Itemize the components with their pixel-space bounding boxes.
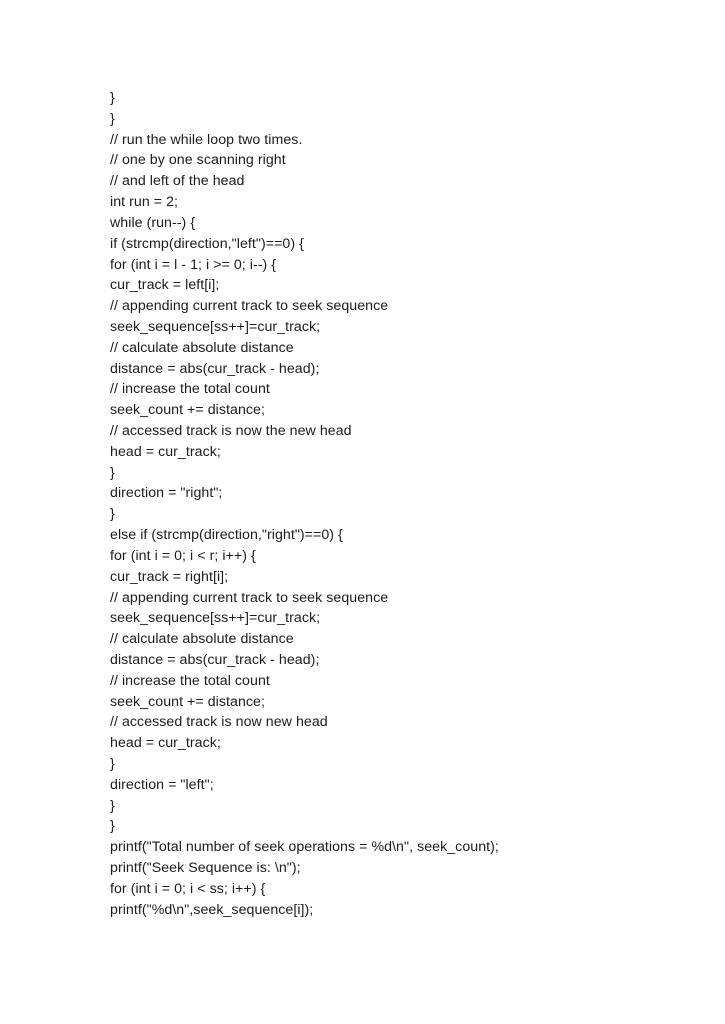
code-line: // accessed track is now new head [110, 714, 328, 731]
code-line: cur_track = right[i]; [110, 568, 229, 585]
code-line: } [110, 797, 115, 814]
code-line: // calculate absolute distance [110, 339, 294, 356]
code-line: for (int i = l - 1; i >= 0; i--) { [110, 256, 277, 273]
code-line: printf("Seek Sequence is: \n"); [110, 860, 301, 877]
code-line: direction = "left"; [110, 776, 214, 793]
code-line: cur_track = left[i]; [110, 277, 220, 294]
code-line: for (int i = 0; i < ss; i++) { [110, 880, 266, 897]
code-line: // appending current track to seek sequence [110, 298, 389, 315]
code-line: } [110, 506, 115, 523]
code-line: if (strcmp(direction,"left")==0) { [110, 235, 304, 252]
code-line: // calculate absolute distance [110, 631, 294, 648]
code-line: // increase the total count [110, 672, 270, 689]
code-line: } [110, 464, 115, 481]
code-line: seek_sequence[ss++]=cur_track; [110, 610, 321, 627]
code-line: while (run--) { [110, 214, 196, 231]
code-line: // accessed track is now the new head [110, 423, 352, 439]
code-line: // and left of the head [110, 173, 245, 190]
code-line: } [110, 756, 115, 772]
code-listing [110, 88, 499, 921]
code-line: int run = 2; [110, 194, 179, 211]
code-line: printf("%d\n",seek_sequence[i]); [110, 901, 314, 918]
code-line: seek_count += distance; [110, 402, 265, 419]
code-line: // run the while loop two times. [110, 131, 303, 148]
code-line: seek_sequence[ss++]=cur_track; [110, 318, 321, 335]
code-line: // appending current track to seek sequence [110, 589, 389, 606]
code-line: distance = abs(cur_track - head); [110, 651, 320, 668]
code-line: // one by one scanning right [110, 152, 286, 169]
code-line: distance = abs(cur_track - head); [110, 360, 320, 377]
code-line: } [110, 110, 115, 127]
code-line: // increase the total count [110, 381, 270, 398]
code-line: head = cur_track; [110, 443, 221, 460]
code-line: else if (strcmp(direction,"right")==0) { [110, 527, 343, 544]
code-line: printf("Total number of seek operations = %d\n", seek_count); [110, 839, 499, 856]
code-line: } [110, 818, 115, 835]
code-line: } [110, 90, 115, 106]
code-line: seek_count += distance; [110, 693, 265, 710]
code-line: direction = "right"; [110, 485, 223, 502]
code-line: head = cur_track; [110, 735, 221, 752]
code-line: for (int i = 0; i < r; i++) { [110, 547, 256, 564]
